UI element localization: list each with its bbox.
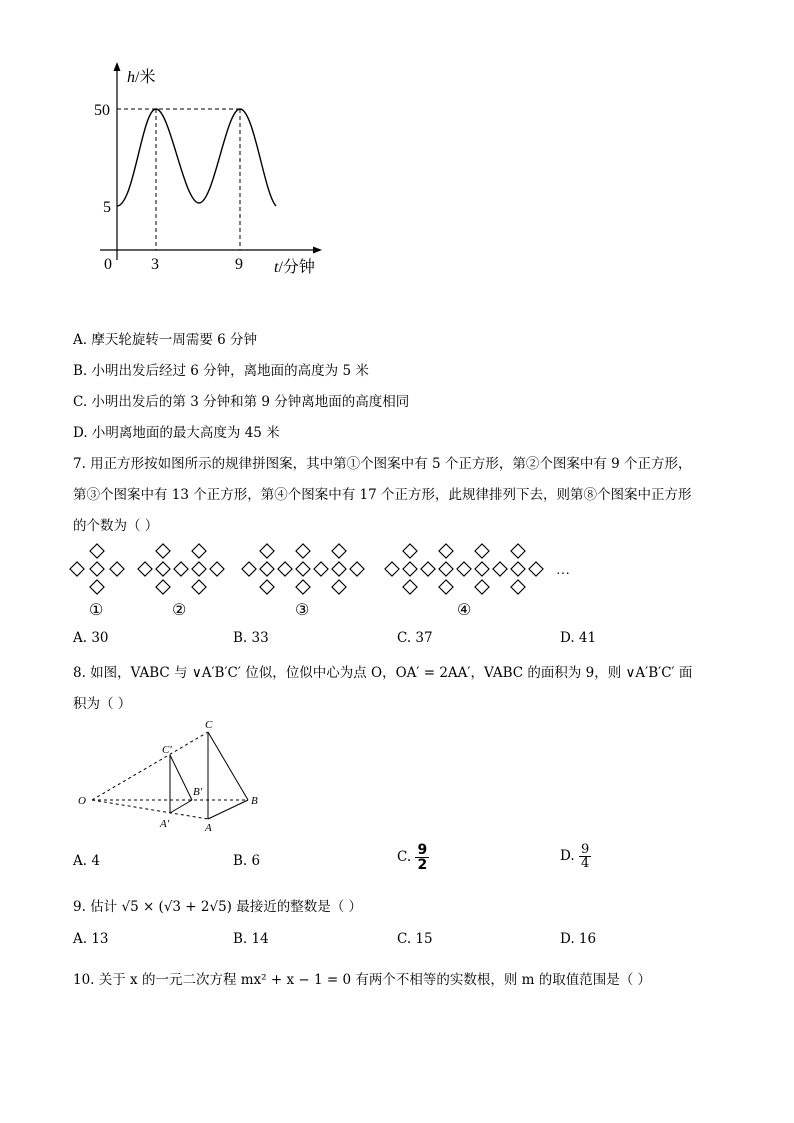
q7-text-line2: 第③个图案中有 13 个正方形，第④个图案中有 17 个正方形，此规律排列下去，则第⑧个图案中正方形	[73, 487, 692, 503]
q7-option-d: D. 41	[560, 630, 597, 646]
q7-option-a: A. 30	[73, 630, 109, 646]
q7-option-b: B. 33	[233, 630, 269, 646]
q8-option-c	[397, 843, 429, 872]
q9-option-d: D. 16	[560, 931, 597, 947]
x-axis-label: t/分钟	[274, 259, 315, 276]
square-pattern-figure	[60, 538, 590, 623]
homothety-figure	[72, 718, 272, 843]
y-tick-50: 50	[94, 102, 110, 119]
pattern-ellipsis: …	[556, 563, 570, 578]
point-label-a-prime: A′	[160, 818, 170, 830]
q6-option-d: D. 小明离地面的最大高度为 45 米	[73, 425, 280, 441]
q8-option-d-prefix: D.	[560, 848, 575, 864]
pattern-label-3: ③	[295, 602, 310, 619]
q6-option-a: A. 摩天轮旋转一周需要 6 分钟	[73, 332, 258, 348]
height-curve	[117, 109, 276, 206]
q7-text-line3: 的个数为（ ）	[73, 518, 159, 534]
point-label-b-prime: B′	[193, 786, 203, 798]
q9-option-c: C. 15	[397, 931, 433, 947]
q9-text: 9. 估计 √5 × (√3 + 2√5) 最接近的整数是（ ）	[73, 899, 363, 915]
pattern-label-1: ①	[89, 602, 104, 619]
q8-option-c-fraction: $\frac{9}{2}$	[417, 842, 428, 873]
q7-option-c: C. 37	[397, 630, 433, 646]
y-axis-arrow	[114, 62, 121, 71]
pattern-1	[70, 544, 124, 594]
q10-text: 10. 关于 x 的一元二次方程 mx² + x − 1 = 0 有两个不相等的实数根，则 m 的取值范围是（ ）	[73, 972, 652, 988]
x-tick-3: 3	[151, 256, 159, 273]
q9-option-a: A. 13	[73, 931, 109, 947]
q9-option-b: B. 14	[233, 931, 269, 947]
point-label-o: O	[78, 795, 86, 807]
pattern-4	[385, 544, 543, 594]
point-label-c: C	[205, 719, 213, 731]
q8-option-d	[560, 843, 591, 870]
y-axis-label: h/米	[127, 69, 156, 86]
pattern-3	[242, 544, 364, 594]
point-label-c-prime: C′	[162, 744, 172, 756]
q8-text-line1: 8. 如图，VABC 与 ∨A′B′C′ 位似，位似中心为点 O，OA′ = 2AA′，VABC 的面积为 9，则 ∨A′B′C′ 面	[73, 665, 693, 681]
pattern-label-4: ④	[457, 602, 472, 619]
q8-option-b: B. 6	[233, 853, 261, 869]
pattern-label-2: ②	[172, 602, 187, 619]
height-time-graph	[90, 60, 340, 285]
q8-option-a: A. 4	[73, 853, 100, 869]
q6-option-b: B. 小明出发后经过 6 分钟，离地面的高度为 5 米	[73, 363, 369, 379]
point-label-a: A	[205, 822, 212, 834]
point-label-b: B	[251, 795, 258, 807]
q8-text-line2: 积为（ ）	[73, 696, 132, 712]
q6-option-c: C. 小明出发后的第 3 分钟和第 9 分钟离地面的高度相同	[73, 394, 410, 410]
q8-option-c-prefix: C.	[397, 849, 412, 865]
q8-option-d-fraction: $\frac{9}{4}$	[580, 842, 590, 871]
x-tick-0: 0	[104, 256, 112, 273]
q7-text-line1: 7. 用正方形按如图所示的规律拼图案，其中第①个图案中有 5 个正方形，第②个图案中有 9 个正方形，	[73, 456, 692, 472]
x-tick-9: 9	[235, 256, 243, 273]
x-axis-arrow	[313, 247, 322, 254]
y-tick-5: 5	[103, 199, 111, 216]
pattern-2	[138, 544, 224, 594]
